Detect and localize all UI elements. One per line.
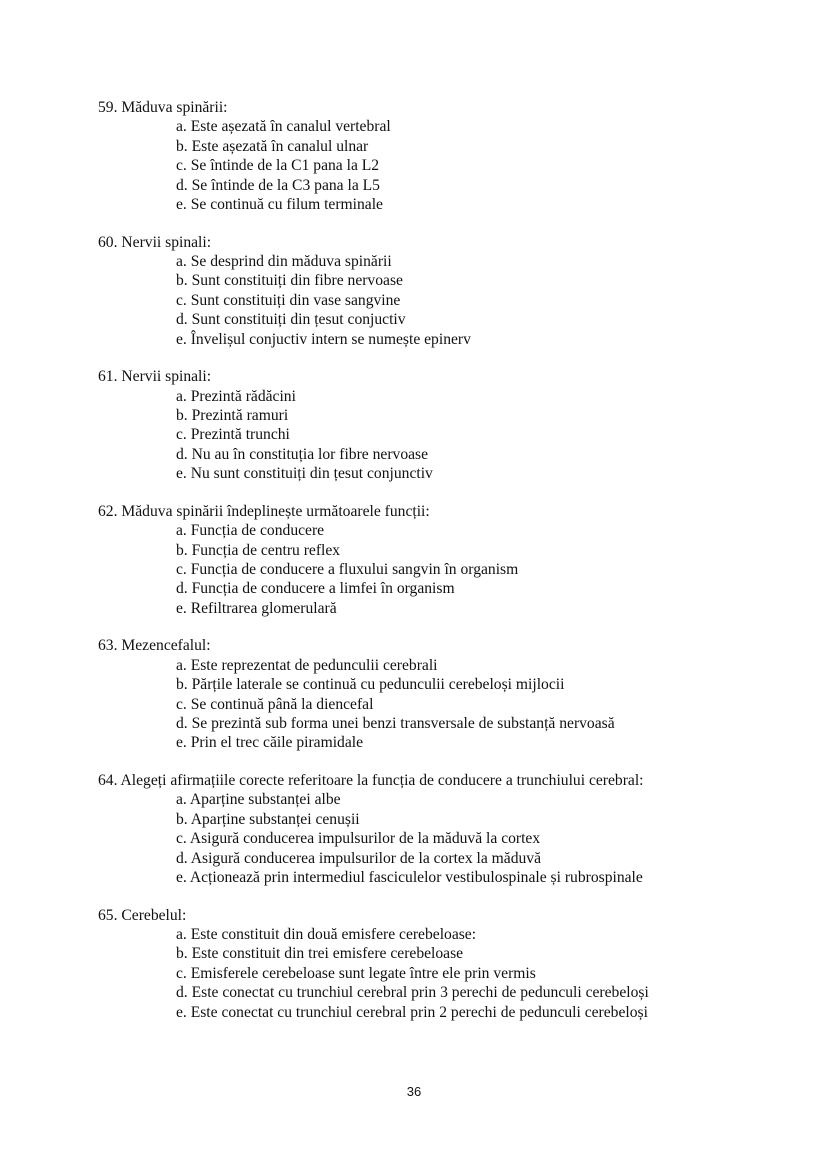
question-block: [98, 771, 798, 887]
answer-option: a. Se desprind din măduva spinării: [176, 252, 392, 270]
question-block: [98, 636, 798, 752]
answer-option: b. Este așezată în canalul ulnar: [176, 137, 369, 155]
question-block: [98, 233, 798, 349]
answer-option: a. Este constituit din două emisfere cerebeloase:: [176, 925, 477, 943]
answer-option: a. Este așezată în canalul vertebral: [176, 118, 391, 136]
answer-option: d. Nu au în constituția lor fibre nervoase: [176, 445, 429, 463]
answer-option: e. Este conectat cu trunchiul cerebral prin 2 perechi de pedunculi cerebeloși: [176, 1003, 648, 1021]
answer-option: c. Se continuă până la diencefal: [176, 695, 374, 713]
page-number: 36: [406, 1084, 422, 1099]
question-title: 63. Mezencefalul:: [98, 637, 211, 655]
answer-option: a. Funcția de conducere: [176, 522, 325, 540]
answer-option: c. Funcția de conducere a fluxului sangvin în organism: [176, 560, 519, 578]
answer-option: a. Este reprezentat de pedunculii cerebrali: [176, 656, 438, 674]
answer-option: d. Sunt constituiți din țesut conjuctiv: [176, 311, 406, 329]
answer-option: b. Aparține substanței cenușii: [176, 810, 360, 828]
answer-option: c. Sunt constituiți din vase sangvine: [176, 291, 401, 309]
answer-option: b. Sunt constituiți din fibre nervoase: [176, 272, 403, 290]
answer-option: c. Prezintă trunchi: [176, 426, 290, 444]
question-title: 59. Măduva spinării:: [98, 99, 228, 116]
question-block: [98, 502, 798, 618]
answer-option: c. Asigură conducerea impulsurilor de la măduvă la cortex: [176, 830, 541, 848]
answer-option: c. Emisferele cerebeloase sunt legate între ele prin vermis: [176, 964, 536, 982]
answer-option: e. Învelișul conjuctiv intern se numește epinerv: [176, 330, 471, 348]
question-title: 64. Alegeți afirmațiile corecte referitoare la funcția de conducere a trunchiului cerebral:: [98, 772, 644, 789]
answer-option: d. Funcția de conducere a limfei în organism: [176, 580, 455, 598]
answer-option: d. Este conectat cu trunchiul cerebral prin 3 perechi de pedunculi cerebeloși: [176, 984, 649, 1002]
answer-option: e. Acționează prin intermediul fasciculelor vestibulospinale și rubrospinale: [176, 868, 643, 886]
answer-option: a. Aparține substanței albe: [176, 791, 341, 809]
answer-option: e. Refiltrarea glomerulară: [176, 599, 337, 617]
answer-option: d. Se întinde de la C3 pana la L5: [176, 176, 380, 194]
question-block: [98, 367, 798, 483]
answer-option: b. Prezintă ramuri: [176, 406, 289, 424]
answer-option: e. Se continuă cu filum terminale: [176, 195, 383, 213]
question-title: 60. Nervii spinali:: [98, 233, 212, 251]
answer-option: d. Se prezintă sub forma unei benzi transversale de substanță nervoasă: [176, 714, 615, 732]
question-title: 65. Cerebelul:: [98, 906, 187, 924]
answer-option: d. Asigură conducerea impulsurilor de la cortex la măduvă: [176, 849, 542, 867]
answer-option: b. Funcția de centru reflex: [176, 541, 341, 559]
answer-option: c. Se întinde de la C1 pana la L2: [176, 157, 380, 175]
answer-option: e. Nu sunt constituiți din țesut conjunctiv: [176, 465, 433, 483]
answer-option: b. Părțile laterale se continuă cu pedunculii cerebeloși mijlocii: [176, 676, 565, 694]
question-block: [98, 98, 798, 214]
question-block: [98, 906, 798, 1022]
question-title: 62. Măduva spinării îndeplinește următoarele funcții:: [98, 502, 430, 520]
answer-option: e. Prin el trec căile piramidale: [176, 734, 364, 752]
question-title: 61. Nervii spinali:: [98, 368, 212, 386]
answer-option: b. Este constituit din trei emisfere cerebeloase: [176, 945, 464, 963]
answer-option: a. Prezintă rădăcini: [176, 387, 296, 405]
